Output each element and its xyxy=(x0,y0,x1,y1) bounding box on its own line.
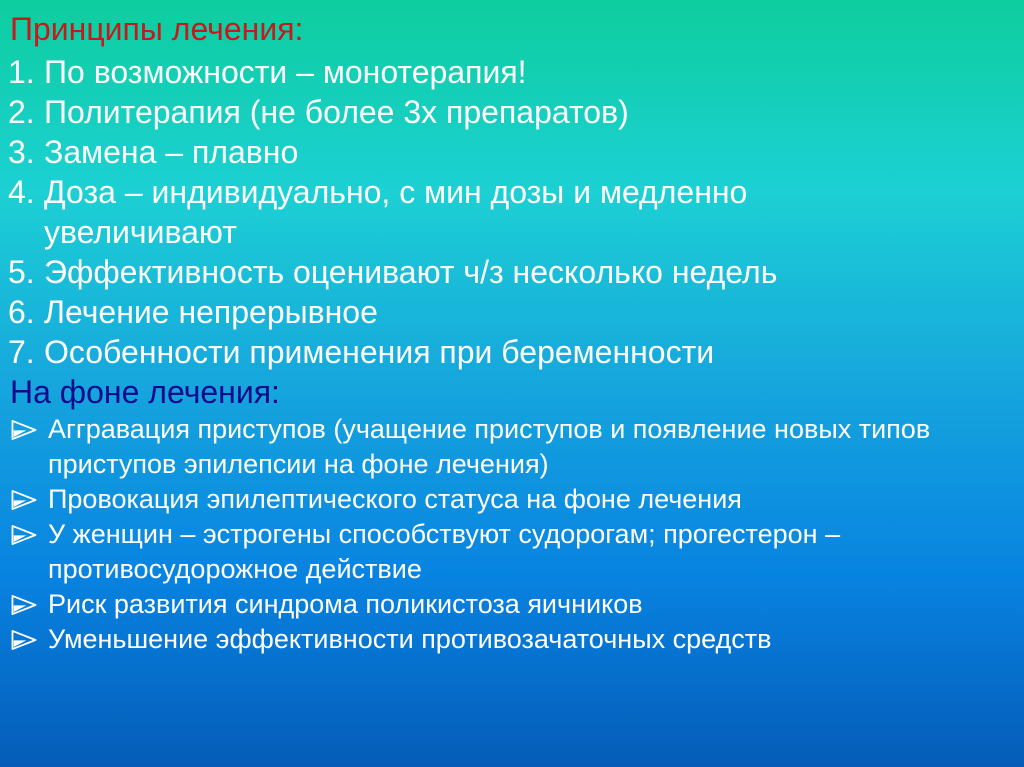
list-item-text: Политерапия (не более 3х препаратов) xyxy=(44,94,629,130)
numbered-list-item xyxy=(0,132,1024,172)
list-item-number: 4. xyxy=(8,174,35,210)
slide-subheading: На фоне лечения: xyxy=(10,374,280,410)
bullet-list-item xyxy=(0,587,1024,622)
list-item-text: Замена – плавно xyxy=(44,134,299,170)
list-item-number: 2. xyxy=(8,94,35,130)
numbered-list-item xyxy=(0,252,1024,292)
bullet-list-item xyxy=(0,482,1024,517)
numbered-list-item xyxy=(0,172,1024,252)
list-item-text: Доза – индивидуально, с мин дозы и медленно увеличивают xyxy=(44,174,748,250)
principles-numbered-list xyxy=(0,52,1024,372)
slide-title: Принципы лечения: xyxy=(10,11,304,47)
list-item-number: 1. xyxy=(8,54,35,90)
bullet-list-item xyxy=(0,412,1024,482)
bullet-list-item xyxy=(0,517,1024,587)
list-item-text: По возможности – монотерапия! xyxy=(44,54,527,90)
list-item-number: 6. xyxy=(8,294,35,330)
list-item-text: Уменьшение эффективности противозачаточных средств xyxy=(48,624,772,654)
list-item-number: 7. xyxy=(8,334,35,370)
list-item-text: Особенности применения при беременности xyxy=(44,334,715,370)
list-item-text: Эффективность оценивают ч/з несколько недель xyxy=(44,254,778,290)
list-item-text: Аггравация приступов (учащение приступов и появление новых типов приступов эпилепсии на фоне лечения) xyxy=(48,414,931,479)
bullet-list-item xyxy=(0,622,1024,657)
list-item-text: Риск развития синдрома поликистоза яичников xyxy=(48,589,643,619)
arrowhead-right-icon xyxy=(10,622,48,652)
arrowhead-right-icon xyxy=(10,412,48,442)
treatment-effects-bullet-list xyxy=(0,412,1024,657)
arrowhead-right-icon xyxy=(10,517,48,547)
numbered-list-item xyxy=(0,332,1024,372)
list-item-number: 3. xyxy=(8,134,35,170)
list-item-text: У женщин – эстрогены способствуют судорогам; прогестерон – противосудорожное действие xyxy=(48,519,841,584)
arrowhead-right-icon xyxy=(10,482,48,512)
list-item-text: Провокация эпилептического статуса на фоне лечения xyxy=(48,484,742,514)
arrowhead-right-icon xyxy=(10,587,48,617)
list-item-number: 5. xyxy=(8,254,35,290)
numbered-list-item xyxy=(0,52,1024,92)
numbered-list-item xyxy=(0,292,1024,332)
list-item-text: Лечение непрерывное xyxy=(44,294,378,330)
numbered-list-item xyxy=(0,92,1024,132)
